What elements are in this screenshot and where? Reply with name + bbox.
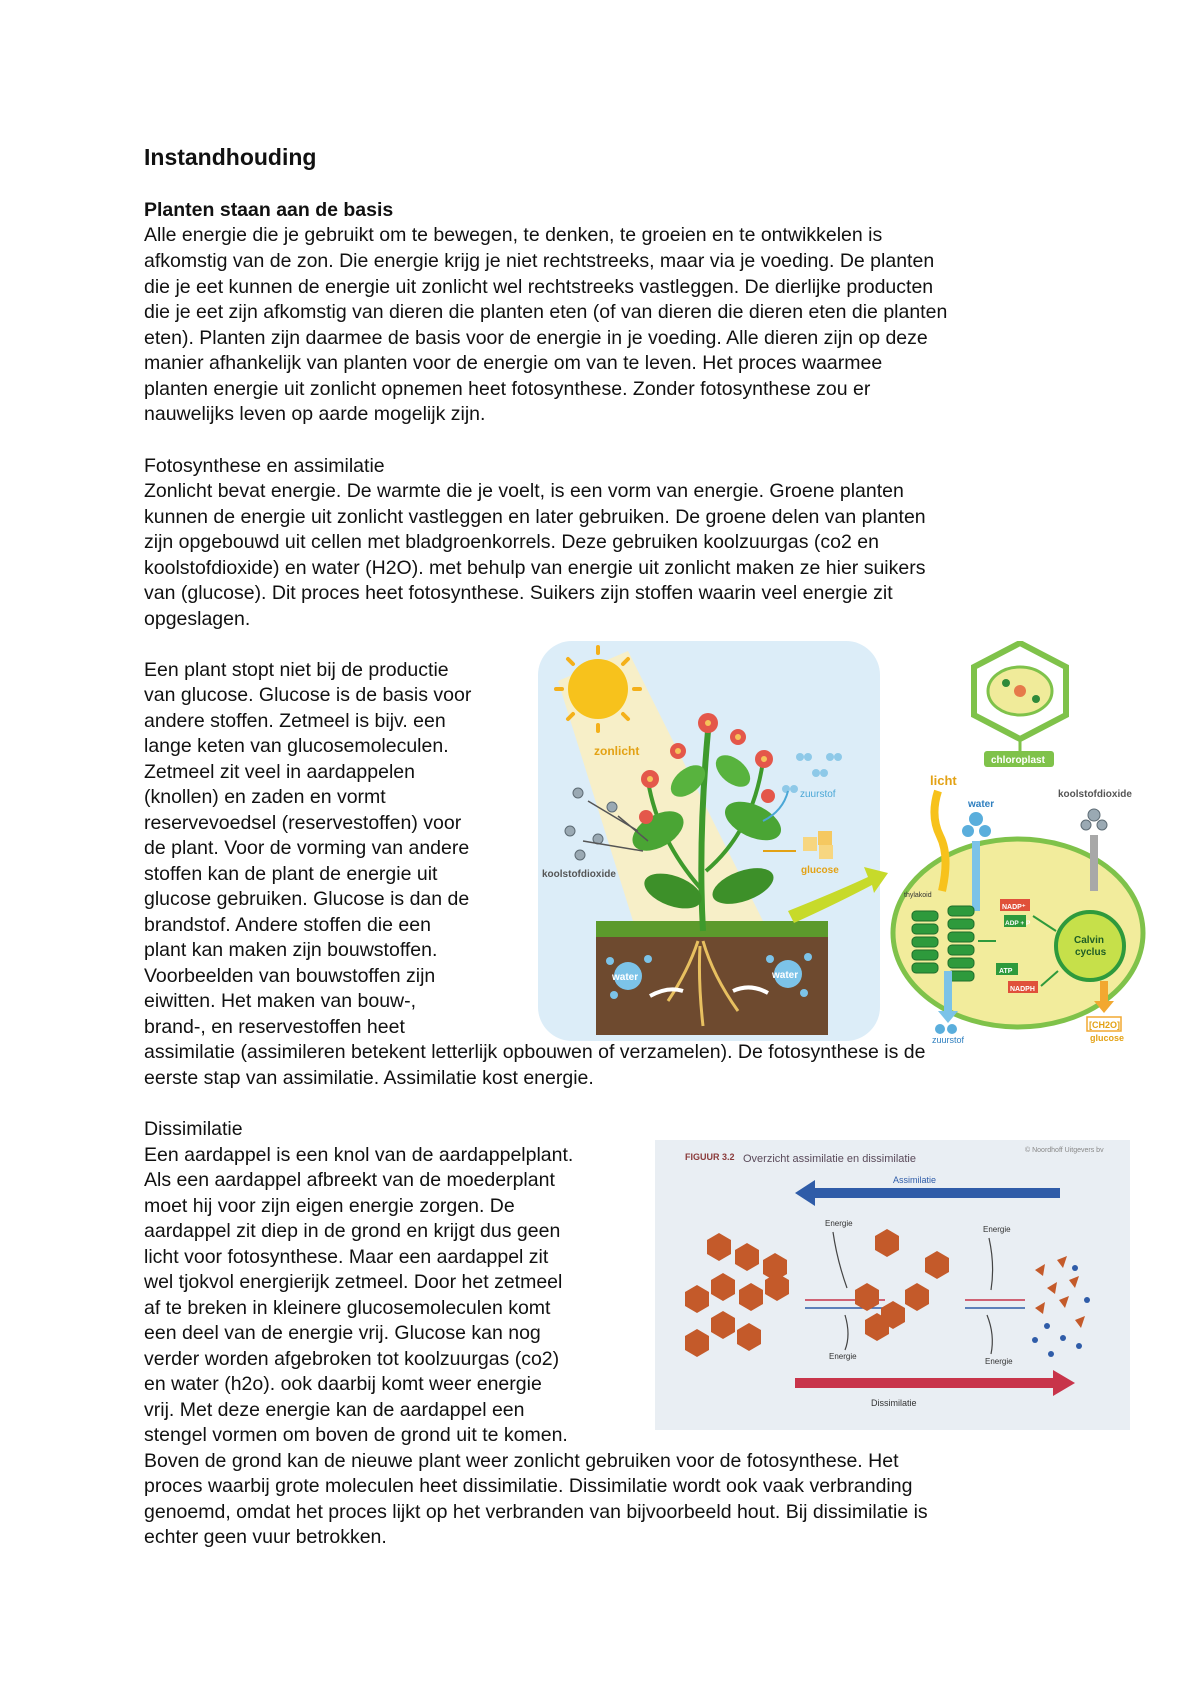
label-water-left: water (612, 972, 639, 983)
text-line: koolstofdioxide) en water (H2O). met behulp van energie uit zonlicht maken ze hier suikers (144, 557, 926, 579)
label-ch2o: [CH2O] (1089, 1020, 1120, 1030)
label-zuurstof-out: zuurstof (932, 1035, 965, 1043)
text-line: andere stoffen. Zetmeel is bijv. een (144, 710, 446, 732)
label-atp: ATP (999, 968, 1013, 975)
text-line: lange keten van glucosemoleculen. (144, 735, 449, 757)
text-line: die je eet kunnen de energie uit zonlicht wel rechtstreeks vastleggen. De dierlijke producten (144, 276, 934, 298)
sun-icon (556, 647, 640, 731)
label-nadp: NADP⁺ (1002, 904, 1026, 911)
text-line: brand-, en reservestoffen heet (144, 1016, 405, 1038)
figure-number: FIGUUR 3.2 (685, 1152, 735, 1162)
label-glucose: glucose (801, 865, 839, 876)
label-thylakoid: thylakoid (904, 892, 932, 899)
text-line: licht voor fotosynthese. Maar een aardappel zit (144, 1246, 549, 1268)
text-line: afkomstig van de zon. Die energie krijg je niet rechtstreeks, maar via je voeding. De planten (144, 250, 935, 272)
text-line: proces waarbij grote moleculen heet dissimilatie. Dissimilatie wordt ook vaak verbranding (144, 1475, 913, 1497)
label-energie-4: Energie (985, 1357, 1013, 1366)
figure-publisher: © Noordhoff Uitgevers bv (1025, 1147, 1104, 1154)
text-line: vrij. Met deze energie kan de aardappel een (144, 1399, 525, 1421)
label-licht: licht (930, 773, 957, 788)
text-line: van (glucose). Dit proces heet fotosynthese. Suikers zijn stoffen waarin veel energie zit (144, 582, 893, 604)
text-line: die je eet zijn afkomstig van dieren die planten eten (of van dieren die dieren eten die planten (144, 301, 948, 323)
document-title: Instandhouding (144, 144, 317, 170)
section-heading-planten: Planten staan aan de basis (144, 199, 394, 221)
label-nadph: NADPH (1010, 986, 1035, 993)
calvin-cycle (1056, 912, 1124, 980)
text-line: manier afhankelijk van planten voor de energie om van te leven. Het proces waarmee (144, 352, 883, 374)
text-line: brandstof. Andere stoffen die een (144, 914, 431, 936)
text-line: Een plant stopt niet bij de productie (144, 659, 449, 681)
text-line: glucose gebruiken. Glucose is dan de (144, 888, 470, 910)
text-line: Een aardappel is een knol van de aardappelplant. (144, 1144, 574, 1166)
label-koolstofdioxide: koolstofdioxide (542, 869, 616, 880)
text-line: Als een aardappel afbreekt van de moederplant (144, 1169, 555, 1191)
text-line: genoemd, omdat het proces lijkt op het verbranden van bijvoorbeeld hout. Bij dissimilatie is (144, 1501, 928, 1523)
text-line: verder worden afgebroken tot koolzuurgas (co2) (144, 1348, 560, 1370)
text-line: een deel van de energie vrij. Glucose kan nog (144, 1322, 541, 1344)
label-energie-1: Energie (825, 1219, 853, 1228)
label-zonlicht: zonlicht (594, 744, 640, 758)
text-line: aardappel zit diep in de grond en krijgt dus geen (144, 1220, 561, 1242)
section-heading-dissimilatie: Dissimilatie (144, 1118, 243, 1140)
label-calvin: Calvin (1074, 935, 1105, 946)
text-line: assimilatie (assimileren betekent letterlijk opbouwen of verzamelen). De fotosynthese is de (144, 1041, 926, 1063)
label-assimilatie: Assimilatie (893, 1175, 937, 1185)
photosynthesis-figure (538, 641, 1182, 1043)
text-line: de plant. Voor de vorming van andere (144, 837, 470, 859)
label-energie-2: Energie (983, 1225, 1011, 1234)
label-dissimilatie: Dissimilatie (871, 1398, 917, 1408)
figure-title: Overzicht assimilatie en dissimilatie (743, 1153, 916, 1165)
text-line: moet hij voor zijn eigen energie zorgen. De (144, 1195, 515, 1217)
dissimilation-figure (655, 1140, 1130, 1430)
label-koolstofdioxide-right: koolstofdioxide (1058, 789, 1132, 800)
text-line: stengel vormen om boven de grond uit te komen. (144, 1424, 568, 1446)
label-water: water (968, 799, 995, 810)
text-line: kunnen de energie uit zonlicht vastleggen en later gebruiken. De groene delen van planten (144, 506, 926, 528)
label-zuurstof: zuurstof (800, 789, 836, 800)
label-energie-3: Energie (829, 1352, 857, 1361)
text-line: eten). Planten zijn daarmee de basis voor de energie in je voeding. Alle dieren zijn op deze (144, 327, 928, 349)
text-line: eerste stap van assimilatie. Assimilatie kost energie. (144, 1067, 594, 1089)
text-line: van glucose. Glucose is de basis voor (144, 684, 472, 706)
label-chloroplast: chloroplast (991, 755, 1045, 766)
text-line: af te breken in kleinere glucosemoleculen komt (144, 1297, 551, 1319)
text-line: reservevoedsel (reservestoffen) voor (144, 812, 462, 834)
text-line: wel tjokvol energierijk zetmeel. Door het zetmeel (144, 1271, 563, 1293)
text-line: en water (h2o). ook daarbij komt weer energie (144, 1373, 542, 1395)
label-water-right: water (772, 970, 799, 981)
text-line: Alle energie die je gebruikt om te bewegen, te denken, te groeien en te ontwikkelen is (144, 224, 883, 246)
text-line: opgeslagen. (144, 608, 251, 630)
label-glucose-out: glucose (1090, 1033, 1125, 1043)
text-line: plant kan maken zijn bouwstoffen. (144, 939, 438, 961)
text-line: nauwelijks leven op aarde mogelijk zijn. (144, 403, 486, 425)
text-line: Voorbeelden van bouwstoffen zijn (144, 965, 436, 987)
text-line: (knollen) en zaden en vormt (144, 786, 386, 808)
text-line: Zetmeel zit veel in aardappelen (144, 761, 415, 783)
section-heading-fotosynthese: Fotosynthese en assimilatie (144, 455, 385, 477)
label-cyclus: cyclus (1075, 947, 1107, 958)
text-line: zijn opgebouwd uit cellen met bladgroenkorrels. Deze gebruiken koolzuurgas (co2 en (144, 531, 879, 553)
text-line: Boven de grond kan de nieuwe plant weer zonlicht gebruiken voor de fotosynthese. Het (144, 1450, 899, 1472)
text-line: Zonlicht bevat energie. De warmte die je voelt, is een vorm van energie. Groene planten (144, 480, 904, 502)
label-adp: ADP + P (1005, 920, 1031, 927)
text-line: planten energie uit zonlicht opnemen heet fotosynthese. Zonder fotosynthese zou er (144, 378, 871, 400)
text-line: echter geen vuur betrokken. (144, 1526, 387, 1548)
text-line: eiwitten. Het maken van bouw-, (144, 990, 417, 1012)
text-line: stoffen kan de plant de energie uit (144, 863, 438, 885)
